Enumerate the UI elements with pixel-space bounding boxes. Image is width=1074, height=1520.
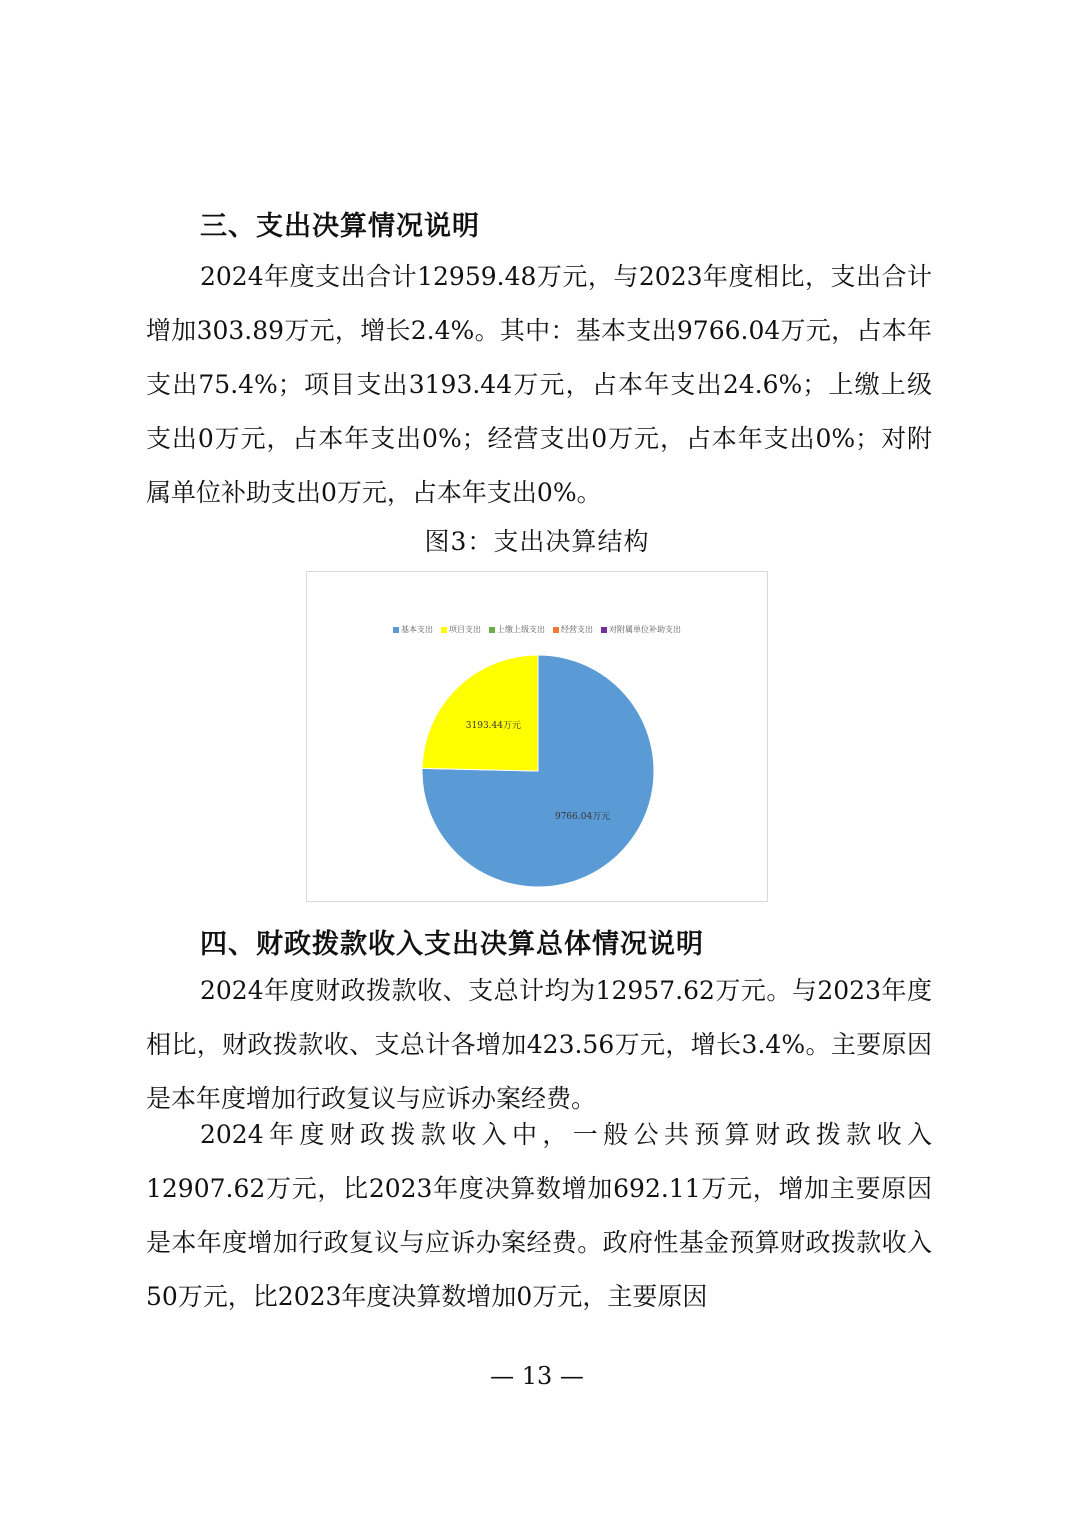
section-3-paragraph: 2024年度支出合计12959.48万元，与2023年度相比，支出合计增加303.89万元，增长2.4%。其中：基本支出9766.04万元，占本年支出75.4%；项目支出3193.44万元，占本年支出24.6%；上缴上级支出0万元，占本年支出0%；经营支出0万元，占本年支出0%；对附属单位补助支出0万元，占本年支出0%。: [146, 262, 932, 507]
section-3-heading: 三、支出决算情况说明: [200, 211, 480, 242]
legend-label: 基本支出: [401, 625, 433, 634]
legend-label: 对附属单位补助支出: [609, 625, 681, 634]
pie-slice: [422, 655, 538, 771]
legend-label: 项目支出: [449, 625, 481, 634]
legend-label: 经营支出: [561, 625, 593, 634]
pie-chart-canvas: [307, 572, 767, 901]
pie-data-label: 9766.04万元: [554, 812, 611, 823]
pie-data-label: 3193.44万元: [465, 720, 522, 731]
section-4-paragraph-1: 2024年度财政拨款收、支总计均为12957.62万元。与2023年度相比，财政拨款收、支总计各增加423.56万元，增长3.4%。主要原因是本年度增加行政复议与应诉办案经费。: [146, 976, 932, 1113]
page-number: — 13 —: [490, 1362, 584, 1390]
legend-label: 上缴上级支出: [497, 625, 545, 634]
section-4-paragraph-2: 2024年度财政拨款收入中，一般公共预算财政拨款收入12907.62万元，比2023年度决算数增加692.11万元，增加主要原因是本年度增加行政复议与应诉办案经费。政府性基金预算财政拨款收入50万元，比2023年度决算数增加0万元，主要原因: [146, 1120, 932, 1311]
section-4-heading: 四、财政拨款收入支出决算总体情况说明: [200, 929, 704, 960]
figure-caption: 图3：支出决算结构: [424, 527, 650, 556]
pie-chart: [306, 571, 768, 902]
